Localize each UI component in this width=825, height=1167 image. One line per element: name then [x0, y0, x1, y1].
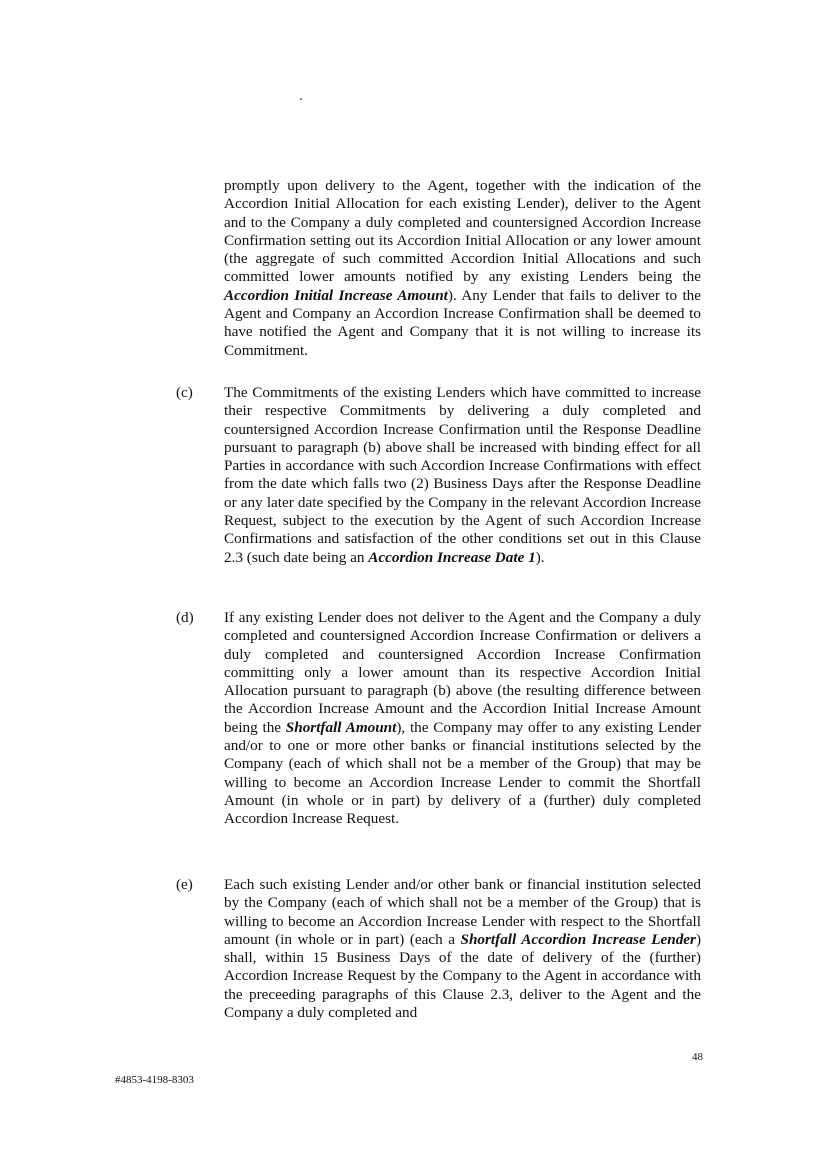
paragraph-label: (e) [176, 876, 193, 893]
paragraph-text: Each such existing Lender and/or other bank or financial institution selected by the Company (each of which shall not be a member of the Group) that is willing to become an Accordion Increase Lender with respect to the Shortfall amount (in whole or in part) (each a Shortfall Accordion Increase Lender) shall, within 15 Business Days of the date of delivery of the (further) Accordion Increase Request by the Company to the Agent in accordance with the preceeding paragraphs of this Clause 2.3, deliver to the Agent and the Company a duly completed and [224, 876, 701, 1022]
defined-term: Shortfall Accordion Increase Lender [460, 930, 696, 948]
continuation-paragraph: promptly upon delivery to the Agent, together with the indication of the Accordion Initial Allocation for each existing Lender), deliver to the Agent and to the Company a duly completed and countersigned Accordion Increase Confirmation setting out its Accordion Initial Allocation or any lower amount (the aggregate of such committed Accordion Initial Allocations and such committed lower amounts notified by any existing Lenders being the Accordion Initial Increase Amount). Any Lender that fails to deliver to the Agent and Company an Accordion Increase Confirmation shall be deemed to have notified the Agent and Company that it is not willing to increase its Commitment. [224, 177, 701, 359]
paragraph-e [176, 876, 701, 1022]
defined-term: Accordion Initial Increase Amount [224, 286, 448, 304]
paragraph-label: (c) [176, 384, 193, 401]
document-id: #4853-4198-8303 [115, 1074, 194, 1086]
paragraph-c [176, 384, 701, 567]
defined-term: Shortfall Amount [285, 718, 397, 736]
paragraph-label: (d) [176, 609, 194, 626]
paragraph-text: If any existing Lender does not deliver to the Agent and the Company a duly completed and countersigned Accordion Increase Confirmation or delivers a duly completed and countersigned Accordion Increase Confirmation committing only a lower amount than its respective Accordion Initial Allocation pursuant to paragraph (b) above (the resulting difference between the Accordion Increase Amount and the Accordion Initial Increase Amount being the Shortfall Amount), the Company may offer to any existing Lender and/or to one or more other banks or financial institutions selected by the Company (each of which shall not be a member of the Group) that may be willing to become an Accordion Increase Lender to commit the Shortfall Amount (in whole or in part) by delivery of a (further) duly completed Accordion Increase Request. [224, 609, 702, 828]
stray-mark [300, 98, 302, 100]
paragraph-d [176, 609, 701, 829]
defined-term: Accordion Increase Date 1 [368, 548, 536, 566]
paragraph-text: The Commitments of the existing Lenders which have committed to increase their respective Commitments by delivering a duly completed and countersigned Accordion Increase Confirmation until the Response Deadline pursuant to paragraph (b) above shall be increased with binding effect for all Parties in accordance with such Accordion Increase Confirmations with effect from the date which falls two (2) Business Days after the Response Deadline or any later date specified by the Company in the relevant Accordion Increase Request, subject to the execution by the Agent of such Accordion Increase Confirmations and satisfaction of the other conditions set out in this Clause 2.3 (such date being an Accordion Increase Date 1). [224, 384, 701, 566]
page-number: 48 [692, 1051, 703, 1063]
